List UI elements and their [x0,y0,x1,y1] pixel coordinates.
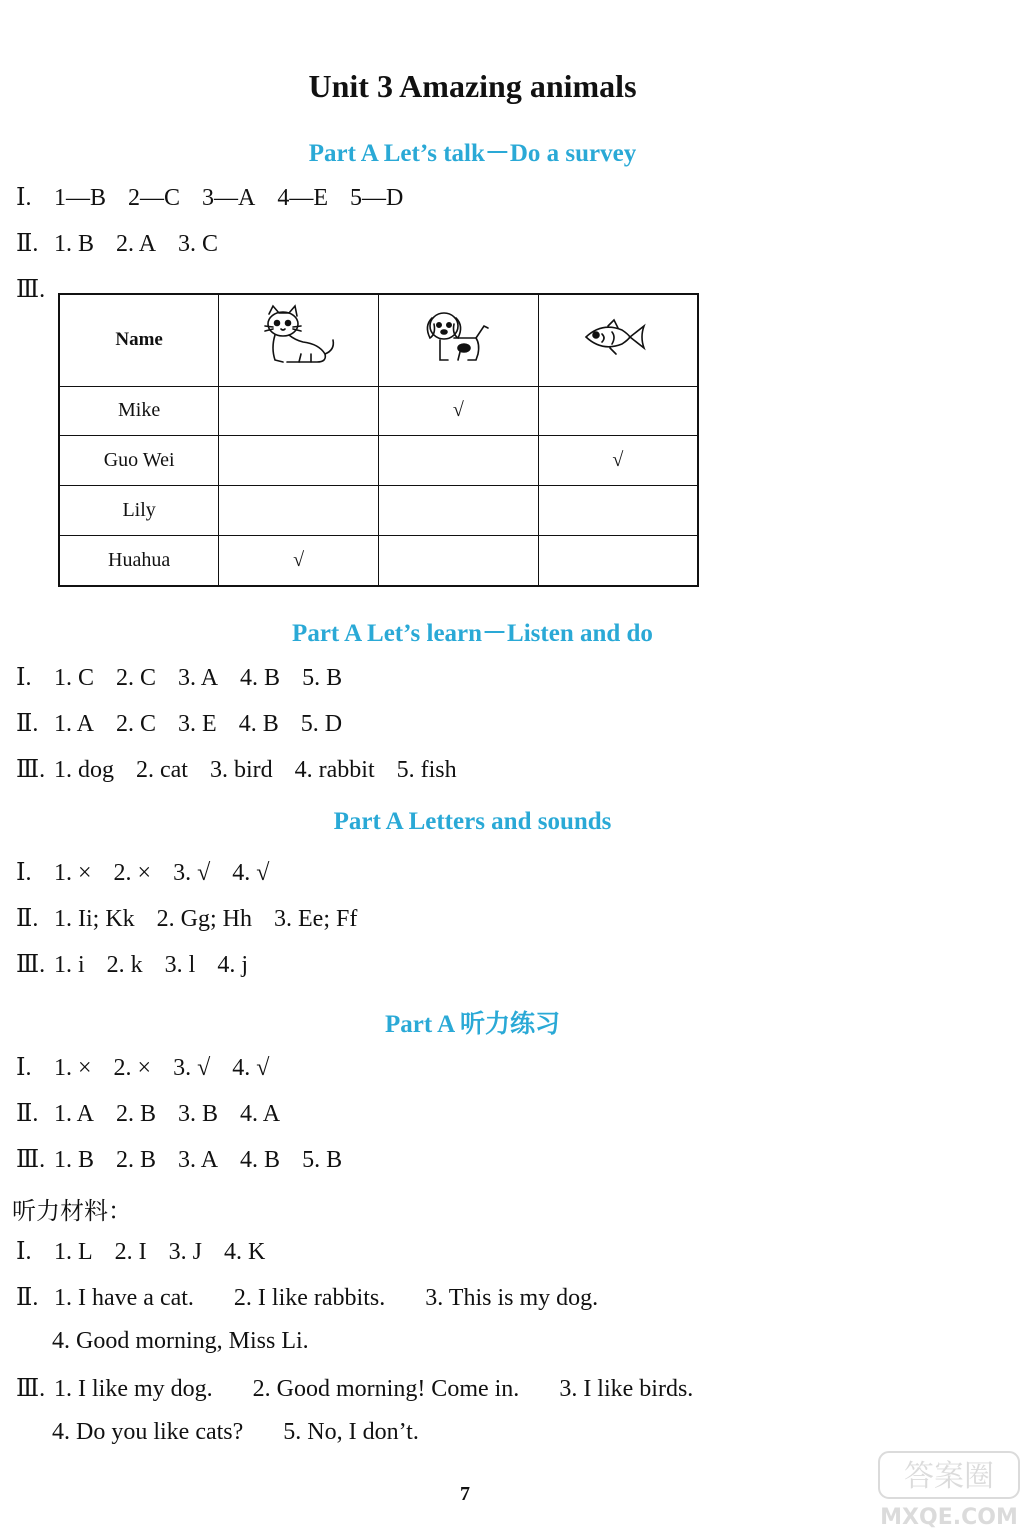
check-cell [379,486,539,536]
answer-line [16,904,357,933]
answer-line [16,709,342,738]
answer-item: 3. √ [173,860,211,886]
answer-item: 2. × [113,1055,152,1081]
check-cell [538,386,698,436]
answer-item: 1. dog [54,757,114,783]
answer-item: 5. No, I don’t. [283,1419,419,1445]
answer-item: 5—D [350,185,404,211]
answer-item: 1. B [54,231,95,257]
answer-item: 3. √ [173,1055,211,1081]
answer-line [16,1374,693,1403]
roman-numeral: Ⅱ. [16,906,39,932]
svg-text:答案圈: 答案圈 [904,1459,994,1494]
answer-item: 5. B [302,1147,343,1173]
answer-item: 3. l [164,952,196,978]
roman-numeral: Ⅰ. [16,860,32,886]
answer-item: 1. A [54,1101,95,1127]
answer-item: 1. i [54,952,85,978]
name-column-header: Name [59,294,219,386]
answer-line [16,1099,280,1128]
answer-item: 2. k [106,952,143,978]
answer-item: 2—C [128,185,181,211]
student-name: Lily [59,486,219,536]
svg-text:MXQE.COM: MXQE.COM [880,1505,1018,1530]
answer-item: 1. × [54,860,92,886]
fish-column-header [538,294,698,386]
answer-item: 2. Good morning! Come in. [252,1376,520,1402]
answer-items [54,1147,342,1173]
answer-item: 4. A [240,1101,281,1127]
answer-item: 4. Do you like cats? [52,1419,244,1445]
answer-item: 2. I like rabbits. [233,1285,386,1311]
watermark-logo [875,1448,1025,1530]
answer-items [54,665,342,691]
check-cell [538,486,698,536]
answer-item: 3. C [178,231,219,257]
roman-numeral: Ⅲ. [16,1147,46,1173]
answer-item: 2. I [114,1239,147,1265]
answer-item: 5. D [300,711,343,737]
answer-item: 4. B [238,711,279,737]
listening-material-label: 听力材料： [12,1199,132,1225]
answer-items [54,231,218,257]
roman-numeral: Ⅲ. [16,757,46,783]
answer-line [16,1283,598,1312]
answer-item: 1—B [54,185,107,211]
answer-item: 2. B [116,1147,157,1173]
answer-line [16,755,457,784]
roman-numeral: Ⅱ. [16,711,39,737]
answer-items [52,1328,309,1354]
answer-item: 3. E [178,711,217,737]
answer-item: 1. × [54,1055,92,1081]
check-cell [379,436,539,486]
roman-numeral: Ⅱ. [16,231,39,257]
answer-item: 2. C [116,665,157,691]
answer-item: 3. A [178,1147,219,1173]
answer-line [52,1328,309,1355]
answer-item: 3. B [178,1101,219,1127]
survey-table [58,293,699,587]
answer-item: 2. A [116,231,157,257]
answer-items [54,860,269,886]
roman-numeral: Ⅲ. [16,277,46,303]
answer-item: 4. j [217,952,249,978]
section-heading: Part A Let’s talk－Do a survey [308,140,637,167]
answer-line [16,275,54,304]
section-heading: Part A Let’s learn－Listen and do [292,620,653,647]
answer-item: 4. √ [232,1055,270,1081]
answer-item: 1. B [54,1147,95,1173]
roman-numeral: Ⅰ. [16,1239,32,1265]
dog-column-header [379,294,539,386]
answer-item: 4. K [224,1239,266,1265]
answer-item: 1. Ii; Kk [54,906,135,932]
roman-numeral: Ⅰ. [16,665,32,691]
answer-item: 3. bird [209,757,273,783]
roman-numeral: Ⅰ. [16,185,32,211]
answer-item: 4—E [277,185,329,211]
answer-item: 3. A [178,665,219,691]
answer-item: 5. B [302,665,343,691]
table-row [59,535,698,586]
answer-item: 3. This is my dog. [425,1285,599,1311]
answer-line [16,858,269,887]
answer-item: 3. J [168,1239,203,1265]
roman-numeral: Ⅲ. [16,952,46,978]
check-cell [219,486,379,536]
answer-item: 3. Ee; Ff [274,906,358,932]
answer-line [16,1053,269,1082]
table-header-row [59,294,698,386]
answer-item: 1. C [54,665,95,691]
answer-item: 4. B [240,665,281,691]
answer-items [54,711,342,737]
section-heading: Part A Letters and sounds [333,808,612,835]
answer-line [16,1237,265,1266]
check-cell [538,535,698,586]
section-heading: Part A 听力练习 [385,1011,560,1038]
answer-line [16,663,342,692]
fish-icon [578,312,658,362]
answer-line [16,950,248,979]
table-row [59,386,698,436]
answer-line [16,183,403,212]
answer-line [52,1419,419,1446]
answer-items [54,1101,280,1127]
student-name: Guo Wei [59,436,219,486]
answer-item: 5. fish [396,757,457,783]
answer-item: 2. B [116,1101,157,1127]
answer-item: 3—A [202,185,256,211]
dog-icon [418,304,498,370]
roman-numeral: Ⅲ. [16,1376,46,1402]
answer-item: 1. A [54,711,95,737]
check-cell [379,535,539,586]
student-name: Huahua [59,535,219,586]
answer-item: 4. B [240,1147,281,1173]
answer-item: 1. L [54,1239,93,1265]
answer-item: 3. I like birds. [559,1376,694,1402]
answer-line [16,229,218,258]
answer-item: 4. rabbit [294,757,375,783]
answer-items [54,952,248,978]
answer-item: 4. √ [232,860,270,886]
table-row [59,486,698,536]
answer-items [54,1239,265,1265]
answer-items [54,185,403,211]
check-cell [219,436,379,486]
answer-items [54,906,357,932]
page-number: 7 [460,1483,470,1505]
answer-item: 2. C [116,711,157,737]
check-cell: √ [379,386,539,436]
roman-numeral: Ⅱ. [16,1285,39,1311]
roman-numeral: Ⅱ. [16,1101,39,1127]
roman-numeral: Ⅰ. [16,1055,32,1081]
check-cell [219,386,379,436]
answer-item: 2. × [113,860,152,886]
cat-column-header [219,294,379,386]
answer-item: 2. cat [136,757,188,783]
page-title: Unit 3 Amazing animals [308,68,637,104]
check-cell: √ [219,535,379,586]
answer-item: 4. Good morning, Miss Li. [52,1328,309,1354]
answer-item: 1. I have a cat. [54,1285,194,1311]
answer-items [54,757,457,783]
check-cell: √ [538,436,698,486]
student-name: Mike [59,386,219,436]
answer-items [54,1055,269,1081]
cat-icon [259,304,339,370]
answer-items [54,1376,693,1402]
table-row [59,436,698,486]
answer-items [52,1419,419,1445]
answer-items [54,1285,598,1311]
answer-line [16,1145,342,1174]
answer-item: 1. I like my dog. [54,1376,213,1402]
answer-item: 2. Gg; Hh [156,906,253,932]
